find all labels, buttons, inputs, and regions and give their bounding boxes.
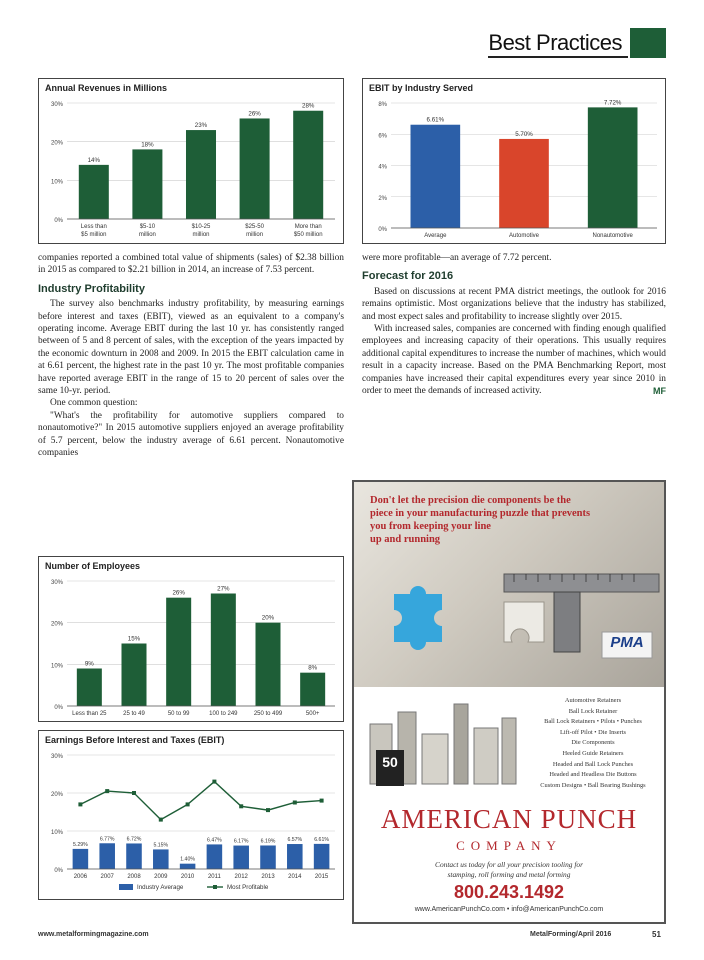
line-point	[78, 802, 82, 806]
product-item: Heeled Guide Retainers	[562, 749, 624, 757]
bar	[99, 843, 115, 869]
data-label: 26%	[248, 110, 261, 118]
line-point	[239, 804, 243, 808]
data-label: 18%	[141, 141, 154, 149]
x-tick-label: million	[192, 232, 210, 238]
ad-headline-line: you from keeping your line	[370, 521, 491, 532]
x-tick-label: 2006	[73, 874, 88, 880]
bar	[300, 673, 325, 706]
line-point	[159, 818, 163, 822]
ad-headline-line: up and running	[370, 534, 441, 545]
bar	[207, 844, 223, 869]
x-tick-label: 2010	[180, 874, 195, 880]
x-tick-label: 2015	[314, 874, 329, 880]
bar	[260, 845, 276, 869]
y-tick-label: 0%	[54, 218, 63, 224]
bar	[153, 849, 169, 869]
bar	[287, 844, 303, 869]
data-label: 5.70%	[515, 130, 533, 138]
data-label: 20%	[261, 614, 275, 622]
annual-revenues-chart	[38, 78, 344, 244]
y-tick-label: 20%	[50, 792, 63, 798]
line-point	[320, 799, 324, 803]
data-label: 14%	[87, 156, 100, 164]
y-tick-label: 30%	[50, 754, 63, 760]
ebit-history-chart	[38, 730, 344, 900]
y-tick-label: 0%	[378, 227, 387, 233]
paragraph: companies reported a combined total value of shipments (sales) of $2.38 billion in 2015 as compared to $2.21 billion in 2014, an increase of 7.53 percent.	[38, 253, 344, 276]
data-label: 8%	[308, 664, 318, 672]
y-tick-label: 0%	[54, 868, 63, 874]
x-tick-label: Less than	[80, 224, 107, 230]
bar	[132, 149, 162, 219]
brand-name: AMERICAN PUNCH	[380, 804, 638, 834]
data-label: 27%	[217, 585, 230, 593]
bar	[166, 598, 191, 706]
data-label: 28%	[302, 102, 315, 110]
legend-swatch	[119, 884, 133, 890]
x-tick-label: 2013	[261, 874, 275, 880]
white-puzzle-piece-icon	[504, 602, 544, 642]
bar	[77, 669, 102, 707]
bar	[233, 846, 249, 869]
paragraph: The survey also benchmarks industry profitability, by measuring earnings before interest and taxes (EBIT), viewed as an equivalent to a company's operating income. Average EBIT during the last 10 yr. has consistently ranged between of 5 and 8 percent of sales, with the exception of the years impacted by the economic downturn in 2008 and 2009. In 2015 the EBIT calculation came in at 6.61 percent, the highest rate in the past 10 yr. The most profitable companies have reported average EBIT in the range of 15 to 20 percent of sales over the same 10-yr. period.	[38, 299, 344, 397]
bar	[255, 623, 280, 706]
header-bar	[488, 28, 628, 58]
product-item: Automotive Retainers	[564, 697, 622, 704]
section-title: Best Practices	[488, 30, 622, 55]
bar	[73, 849, 89, 869]
data-label: 6.19%	[260, 838, 276, 845]
data-label: 7.72%	[603, 99, 622, 107]
bar	[293, 111, 323, 219]
bar	[411, 125, 461, 228]
x-tick-label: million	[138, 232, 156, 238]
data-label: 1.40%	[180, 856, 195, 863]
x-tick-label: 500+	[305, 711, 320, 717]
x-tick-label: 2009	[154, 874, 168, 880]
chart-title: EBIT by Industry Served	[369, 83, 474, 93]
legend-marker	[213, 885, 217, 889]
x-tick-label: 50 to 99	[167, 711, 190, 717]
product-item: Headed and Ball Lock Punches	[552, 760, 634, 768]
paragraph-text: With increased sales, companies are concerned with finding enough qualified employees and increasing capacity of their operations. This usually requires additional capital expenditures to increase the number of machines, which would result in a capacity increase. Based on the PMA Benchmarking Report, most companies have increased their capital expenditures every year since 2010 in order to meet the demands of increased activity.	[362, 324, 666, 397]
anniversary-badge-text: 50	[382, 754, 398, 770]
paragraph	[362, 323, 666, 397]
footer-website: www.metalformingmagazine.com	[38, 931, 149, 938]
x-tick-label: More than	[294, 224, 322, 230]
product-item: Die Components	[571, 739, 615, 747]
y-tick-label: 8%	[378, 102, 387, 108]
article-left-column	[38, 252, 344, 548]
chart-title: Number of Employees	[45, 561, 141, 571]
line-point	[186, 802, 190, 806]
employees-chart	[38, 556, 344, 722]
paragraph: Based on discussions at recent PMA district meetings, the outlook for 2016 remains optimistic. Most organizations believe that the industry has stabilized, and most expect sales and profitability to increase slightly over 2015.	[362, 286, 666, 322]
pma-logo: PMA	[610, 634, 644, 651]
product-item: Custom Designs • Ball Bearing Bushings	[540, 781, 646, 789]
y-tick-label: 10%	[50, 830, 63, 836]
annual-revenues-svg	[39, 97, 343, 243]
y-tick-label: 20%	[50, 140, 63, 147]
bar	[121, 644, 146, 707]
x-tick-label: 2012	[234, 874, 248, 880]
data-label: 23%	[194, 122, 208, 130]
y-tick-label: 10%	[50, 179, 63, 186]
american-punch-ad[interactable]	[352, 480, 666, 924]
punch-components-illustration	[362, 694, 522, 792]
bar	[588, 107, 638, 228]
legend-label: Industry Average	[137, 884, 184, 891]
x-tick-label: $50 million	[293, 232, 323, 238]
blue-puzzle-piece-icon	[394, 586, 442, 650]
x-tick-label: Automotive	[508, 233, 540, 239]
y-tick-label: 2%	[378, 195, 387, 202]
x-tick-label: Nonautomotive	[592, 233, 633, 239]
data-label: 9%	[84, 660, 94, 668]
data-label: 6.47%	[207, 837, 222, 844]
end-mark: MF	[653, 386, 666, 397]
data-label: 6.61%	[314, 836, 329, 843]
bar	[499, 139, 549, 228]
ad-photo	[354, 482, 664, 687]
x-tick-label: Less than 25	[72, 711, 107, 717]
section-heading: Forecast for 2016	[362, 270, 454, 283]
y-tick-label: 4%	[378, 164, 387, 171]
bar	[180, 864, 196, 869]
bar	[79, 165, 109, 219]
data-label: 6.72%	[126, 836, 142, 843]
data-label: 5.29%	[73, 841, 88, 848]
y-tick-label: 30%	[50, 580, 63, 586]
paragraph: One common question:	[50, 398, 138, 409]
data-label: 6.17%	[233, 838, 249, 845]
bar	[240, 118, 270, 219]
legend-label: Most Profitable	[227, 884, 269, 891]
employees-svg	[39, 575, 343, 721]
caliper-bar-icon	[504, 574, 659, 592]
x-tick-label: 250 to 499	[253, 711, 283, 717]
ebit-industry-svg	[363, 97, 665, 243]
footer-issue: MetalForming/April 2016	[530, 931, 612, 938]
ad-headline-line: Don't let the precision die components be the	[370, 495, 571, 506]
x-tick-label: $10-25	[191, 224, 211, 230]
product-item: Ball Lock Retainers • Pilots • Punches	[544, 718, 642, 726]
y-tick-label: 6%	[378, 133, 387, 140]
ad-product-list	[524, 696, 662, 791]
data-label: 26%	[172, 589, 185, 597]
tagline-line: Contact us today for all your precision tooling for	[435, 860, 583, 869]
article-right-column	[362, 252, 666, 472]
y-tick-label: 30%	[50, 102, 63, 108]
x-tick-label: 2014	[288, 874, 302, 880]
ad-web-link[interactable]: www.AmericanPunchCo.com • info@AmericanPunchCo.com	[414, 906, 604, 913]
y-tick-label: 0%	[54, 705, 63, 711]
line-point	[212, 780, 216, 784]
ad-headline-line: piece in your manufacturing puzzle that prevents	[370, 508, 591, 519]
x-tick-label: $25-50	[245, 224, 264, 230]
x-tick-label: 100 to 249	[209, 711, 238, 717]
ad-products-image	[362, 694, 522, 792]
bar	[186, 130, 216, 219]
header-green-block	[630, 28, 666, 58]
most-profitable-line	[80, 782, 321, 820]
brand-subtitle: COMPANY	[456, 838, 562, 853]
data-label: 6.57%	[287, 837, 303, 844]
paragraph: were more profitable—an average of 7.72 percent.	[362, 253, 552, 263]
caliper-jaw-icon	[554, 592, 580, 652]
ad-tagline	[354, 860, 664, 880]
puzzle-caliper-illustration	[354, 482, 664, 687]
product-item: Headed and Headless Die Buttons	[549, 771, 637, 779]
ebit-history-svg	[39, 749, 343, 899]
x-tick-label: 2011	[207, 874, 221, 880]
y-tick-label: 20%	[50, 621, 63, 628]
bar	[126, 843, 142, 869]
paragraph: "What's the profitability for automotive suppliers compared to nonautomotive?" In 2015 automotive suppliers enjoyed an average profitability of 5.7 percent, below the industry average of 6.61 percent. Nonautomotive companies	[38, 410, 344, 459]
bar	[314, 844, 330, 869]
tagline-line: stamping, roll forming and metal forming	[447, 870, 571, 879]
x-tick-label: 2008	[127, 874, 141, 880]
ad-phone[interactable]: 800.243.1492	[453, 882, 565, 902]
section-heading: Industry Profitability	[38, 282, 145, 295]
chart-title: Earnings Before Interest and Taxes (EBIT)	[45, 735, 225, 745]
y-tick-label: 10%	[50, 663, 63, 670]
line-point	[132, 791, 136, 795]
bar	[211, 594, 236, 707]
line-point	[293, 801, 297, 805]
x-tick-label: million	[246, 232, 264, 238]
x-tick-label: 2007	[100, 874, 114, 880]
data-label: 6.61%	[426, 116, 445, 124]
line-point	[105, 789, 109, 793]
footer-page-number: 51	[652, 930, 661, 939]
data-label: 6.77%	[99, 836, 115, 843]
x-tick-label: $5-10	[139, 224, 156, 230]
data-label: 15%	[127, 635, 141, 643]
x-tick-label: 25 to 49	[123, 711, 145, 717]
chart-title: Annual Revenues in Millions	[45, 83, 168, 93]
x-tick-label: $5 million	[81, 232, 107, 238]
data-label: 5.15%	[153, 842, 169, 849]
ebit-industry-chart	[362, 78, 666, 244]
x-tick-label: Average	[424, 233, 447, 239]
product-item: Lift-off Pilot • Die Inserts	[559, 728, 626, 736]
line-point	[266, 808, 270, 812]
product-item: Ball Lock Retainer	[568, 707, 618, 715]
